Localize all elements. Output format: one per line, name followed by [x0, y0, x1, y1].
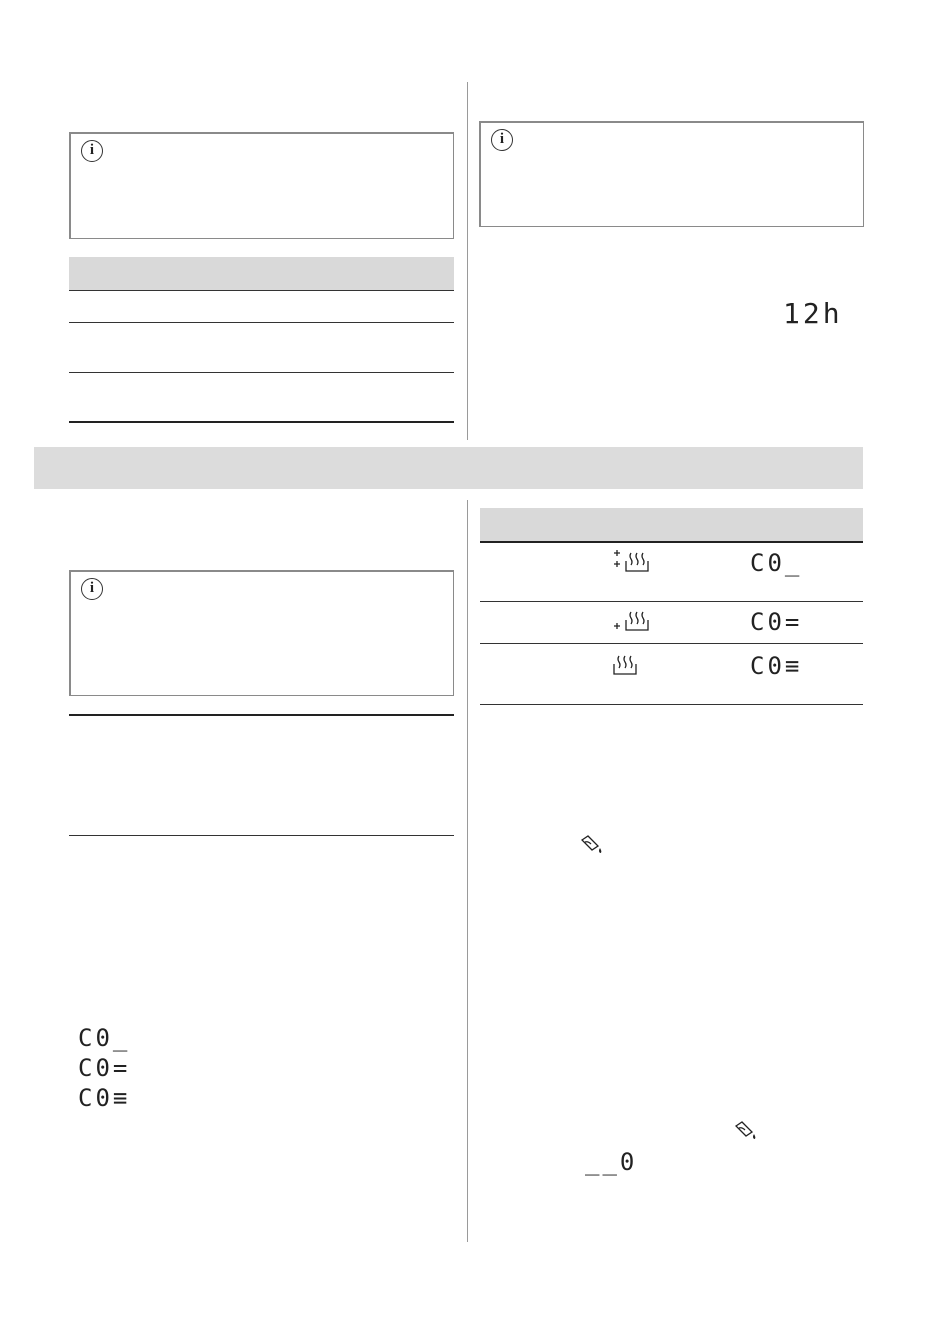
- rinse-aid-icon: [580, 834, 606, 856]
- table-rule: [480, 704, 863, 705]
- info-icon: i: [81, 578, 103, 600]
- table-rule: [480, 643, 863, 644]
- table-rule: [69, 322, 454, 323]
- rinse-aid-icon: [734, 1120, 760, 1142]
- table-header-hardness: [480, 508, 863, 541]
- display-readout: C0=: [78, 1054, 131, 1082]
- table-rule: [69, 372, 454, 373]
- display-readout: C0≡: [78, 1084, 131, 1112]
- column-divider-top: [467, 82, 468, 440]
- display-readout: __0: [585, 1148, 638, 1176]
- info-icon: i: [81, 140, 103, 162]
- info-box-middle-left: [69, 570, 454, 696]
- display-readout: C0_: [78, 1024, 131, 1052]
- display-readout: C0_: [750, 549, 803, 577]
- table-rule: [480, 541, 863, 543]
- display-readout-hours: 12h: [783, 297, 843, 330]
- heater-icon: [612, 654, 640, 678]
- info-box-top-right: [479, 121, 864, 227]
- table-header-top-left: [69, 257, 454, 290]
- double-plus-heater-icon: [612, 549, 652, 575]
- display-readout: C0≡: [750, 652, 803, 680]
- plus-heater-icon: [612, 610, 652, 634]
- info-icon: i: [491, 129, 513, 151]
- column-divider-bottom: [467, 500, 468, 1242]
- table-rule: [69, 714, 454, 716]
- table-rule: [69, 290, 454, 291]
- table-rule-bottom: [69, 421, 454, 423]
- section-heading-band: [34, 447, 863, 489]
- table-rule: [69, 835, 454, 836]
- display-readout: C0=: [750, 608, 803, 636]
- table-rule: [480, 601, 863, 602]
- info-box-top-left: [69, 132, 454, 239]
